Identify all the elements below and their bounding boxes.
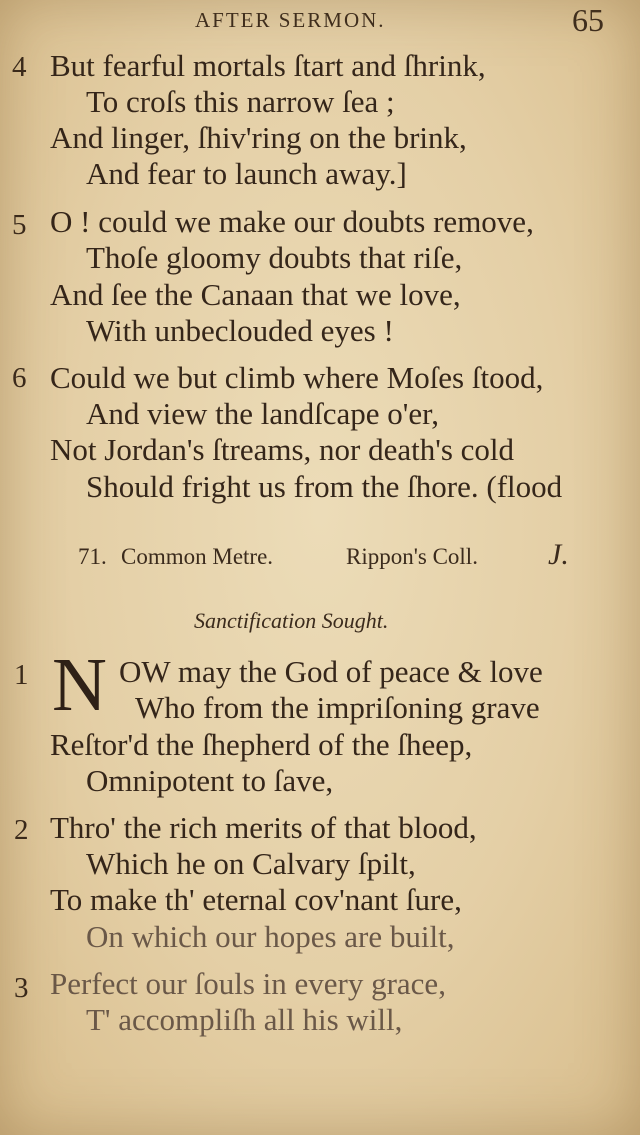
hymn-metre: Common Metre. <box>121 544 274 569</box>
verse-line: Which he on Calvary ſpilt, <box>86 846 416 881</box>
verse-line: And linger, ſhiv'ring on the brink, <box>50 120 467 155</box>
hymn-author: J. <box>548 538 569 571</box>
hymn-number: 71. <box>78 544 107 569</box>
verse-line: Should fright us from the ſhore. (flood <box>86 469 563 504</box>
verse-line: Reſtor'd the ſhepherd of the ſheep, <box>50 727 473 762</box>
hymn-header <box>0 540 640 576</box>
running-head <box>0 4 640 36</box>
verse-line: Could we but climb where Moſes ſtood, <box>50 360 544 395</box>
drop-cap: N <box>52 643 107 727</box>
verse-line: And fear to launch away.] <box>86 156 407 191</box>
verse-line: O ! could we make our doubts remove, <box>50 204 534 239</box>
verse-line: T' accompliſh all his will, <box>86 1002 403 1037</box>
verse-line: Thro' the rich merits of that blood, <box>50 810 477 845</box>
verse-line: On which our hopes are built, <box>86 919 455 954</box>
verse-number: 2 <box>14 814 29 846</box>
verse-line: Who from the impriſoning grave <box>135 690 540 725</box>
verse-line: To croſs this narrow ſea ; <box>86 84 395 119</box>
verse-line: Not Jordan's ſtreams, nor death's cold <box>50 432 515 467</box>
hymn-source: Rippon's Coll. <box>346 544 478 569</box>
verse-line: And ſee the Canaan that we love, <box>50 277 461 312</box>
verse-line: Thoſe gloomy doubts that riſe, <box>86 240 463 275</box>
hymn-subtitle: Sanctification Sought. <box>194 608 389 633</box>
verse-line: And view the landſcape o'er, <box>86 396 439 431</box>
verse-number: 3 <box>14 972 29 1004</box>
verse-line: Omnipotent to ſave, <box>86 763 334 798</box>
verse-number: 5 <box>12 209 27 241</box>
verse-line: OW may the God of peace & love <box>119 654 543 689</box>
verse-line: To make th' eternal cov'nant ſure, <box>50 882 462 917</box>
verse-number: 1 <box>14 659 29 691</box>
running-title: AFTER SERMON. <box>195 8 386 32</box>
verse-line: Perfect our ſouls in every grace, <box>50 966 446 1001</box>
verse-number: 6 <box>12 362 27 394</box>
verse-number: 4 <box>12 51 27 83</box>
page-number: 65 <box>572 2 604 38</box>
verse-line: But fearful mortals ſtart and ſhrink, <box>50 48 486 83</box>
verse-line: With unbeclouded eyes ! <box>86 313 394 348</box>
